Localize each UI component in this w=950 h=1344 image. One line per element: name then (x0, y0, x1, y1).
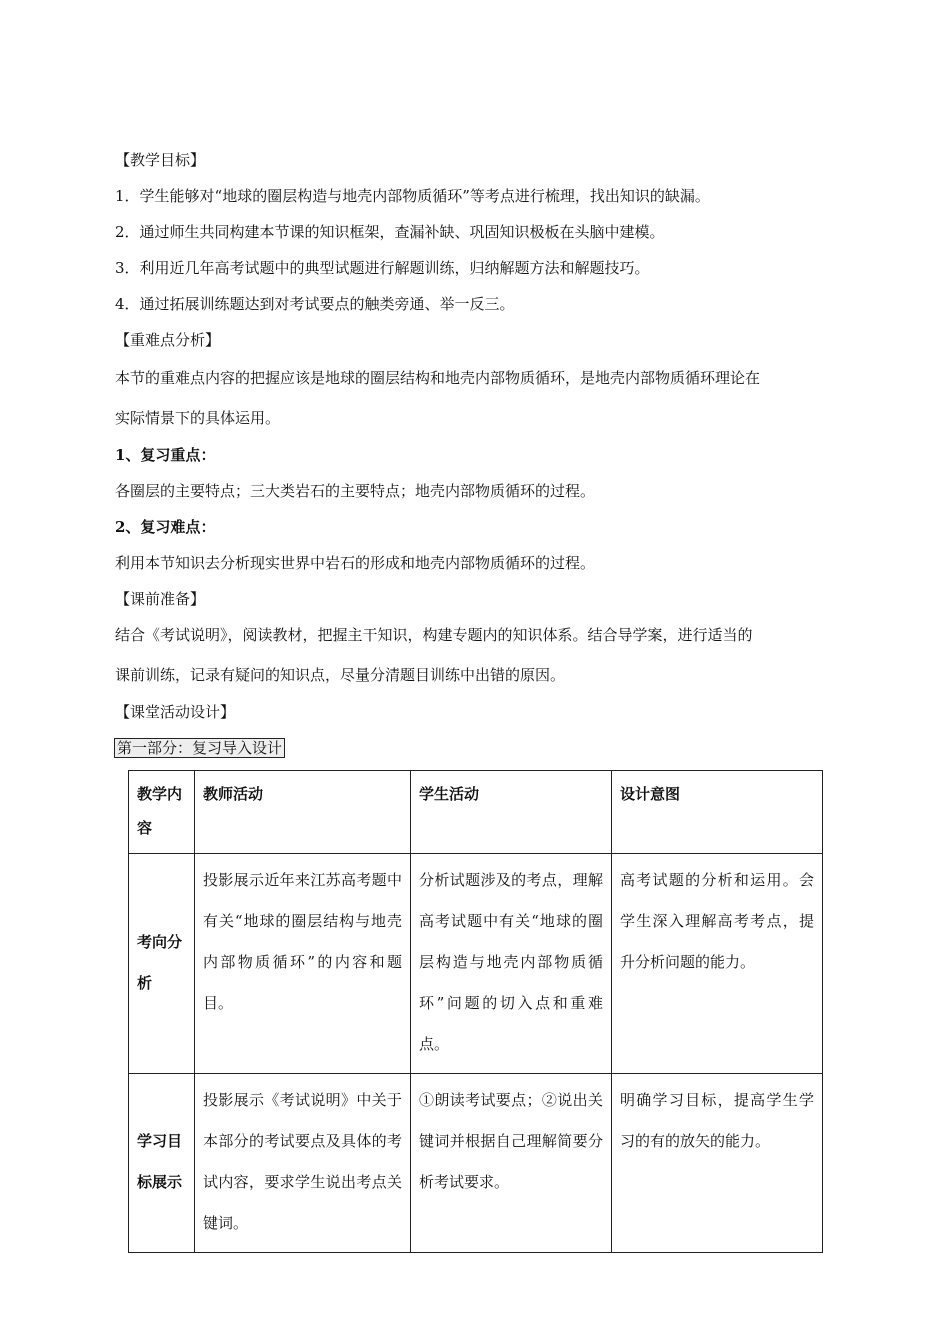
key-points-title: 1、复习重点： (115, 446, 216, 464)
table-row (129, 1074, 823, 1253)
objective-item-1: 1．学生能够对“地球的圈层构造与地壳内部物质循环”等考点进行梳理，找出知识的缺漏。 (115, 187, 710, 205)
analysis-paragraph-line1: 本节的重难点内容的把握应该是地球的圈层结构和地壳内部物质循环，是地壳内部物质循环理论在 (115, 369, 761, 387)
row-design-intent: 明确学习目标，提高学生学习的有的放矢的能力。 (612, 1074, 823, 1253)
row-teacher-activity: 投影展示近年来江苏高考题中有关“地球的圈层结构与地壳内部物质循环”的内容和题目。 (195, 854, 411, 1074)
analysis-heading: 【重难点分析】 (115, 331, 221, 349)
row-design-intent: 高考试题的分析和运用。会学生深入理解高考考点，提升分析问题的能力。 (612, 854, 823, 1074)
header-student: 学生活动 (411, 771, 612, 854)
part-label-wrap (114, 738, 285, 758)
objective-item-4: 4．通过拓展训练题达到对考试要点的触类旁通、举一反三。 (115, 295, 515, 313)
activity-heading: 【课堂活动设计】 (115, 703, 236, 721)
preparation-heading: 【课前准备】 (115, 590, 206, 608)
difficult-points-text: 利用本节知识去分析现实世界中岩石的形成和地壳内部物质循环的过程。 (115, 554, 596, 572)
objective-item-3: 3．利用近几年高考试题中的典型试题进行解题训练，归纳解题方法和解题技巧。 (115, 259, 650, 277)
preparation-line2: 课前训练，记录有疑问的知识点，尽量分清题目训练中出错的原因。 (115, 666, 566, 684)
part-one-label: 第一部分：复习导入设计 (114, 738, 285, 758)
row-teacher-activity: 投影展示《考试说明》中关于本部分的考试要点及具体的考试内容，要求学生说出考点关键词。 (195, 1074, 411, 1253)
difficult-points-title: 2、复习难点： (115, 518, 216, 536)
objectives-heading: 【教学目标】 (115, 151, 206, 169)
table-row (129, 854, 823, 1074)
table-header-row (129, 771, 823, 854)
key-points-text: 各圈层的主要特点；三大类岩石的主要特点；地壳内部物质循环的过程。 (115, 482, 596, 500)
header-intent: 设计意图 (612, 771, 823, 854)
row-content-label: 考向分析 (129, 854, 195, 1074)
header-content: 教学内容 (129, 771, 195, 854)
preparation-line1: 结合《考试说明》，阅读教材，把握主干知识，构建专题内的知识体系。结合导学案，进行适当的 (115, 626, 753, 644)
row-content-label: 学习目标展示 (129, 1074, 195, 1253)
analysis-paragraph-line2: 实际情景下的具体运用。 (115, 409, 281, 427)
row-student-activity: 分析试题涉及的考点，理解高考试题中有关“地球的圈层构造与地壳内部物质循环”问题的切入点和重难点。 (411, 854, 612, 1074)
objective-item-2: 2．通过师生共同构建本节课的知识框架，查漏补缺、巩固知识极板在头脑中建模。 (115, 223, 665, 241)
header-teacher: 教师活动 (195, 771, 411, 854)
row-student-activity: ①朗读考试要点；②说出关键词并根据自己理解简要分析考试要求。 (411, 1074, 612, 1253)
activity-table (128, 770, 823, 1253)
